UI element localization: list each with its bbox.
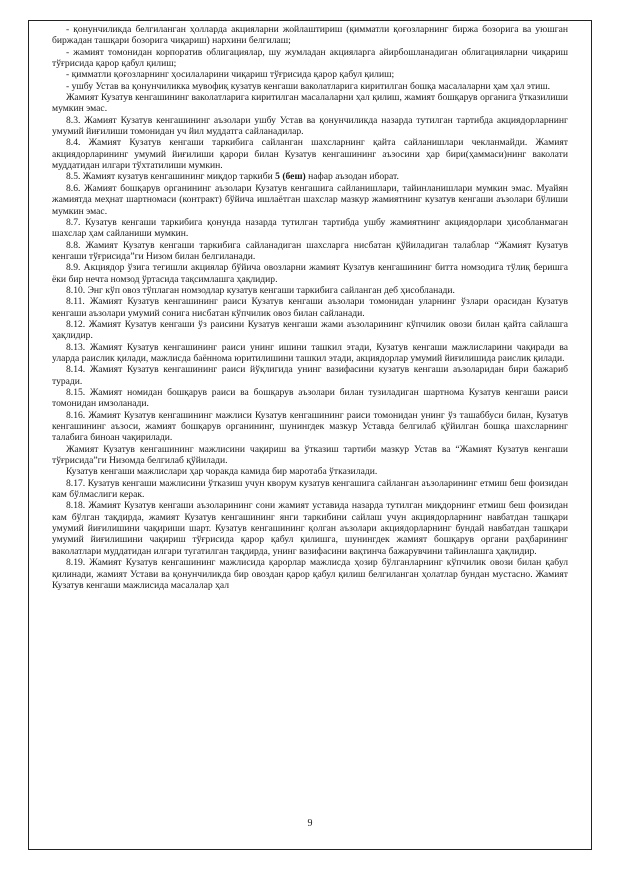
page-number: 9	[307, 818, 313, 829]
paragraph	[52, 115, 568, 138]
paragraph-text: 8.19. Жамият Кузатув кенгашининг мажлисида қарорлар мажлисда ҳозир бўлганларнинг кўпчилик овози билан қабул қилинади, жамият Устави ва қонунчиликда бир овоздан қарор қабул қилиш белгиланган ҳолатлар бундан мустасно. Жамият Кузатув кенгаши мажлисида масалалар ҳал	[52, 557, 568, 591]
paragraph-text: 8.9. Акциядор ўзига тегишли акциялар бўйича овозларни жамият Кузатув кенгашининг битта номзодига тўлиқ беришга ёки бир нечта номзод ўртасида тақсимлашга ҳақлидир.	[52, 262, 568, 285]
paragraph-text: 8.6. Жамият бошқарув органининг аъзолари Кузатув кенгашига сайланишлари, тайинланишлари мумкин эмас. Муайян жамиятда меҳнат шартномаси (контракт) бўйича ишлаётган шахслар мазкур жамиятнинг кузатув кенгаши аъзолари бўлиши мумкин эмас.	[52, 182, 568, 217]
paragraph-text: 8.13. Жамият Кузатув кенгашининг раиси унинг ишини ташкил этади, Кузатув кенгаши мажлисларини чақиради ва уларда раислик қилади, мажлисда баённома юритилишини ташкил этади, акциядорлар умумий йиғилишида раислик қилади.	[52, 341, 568, 364]
paragraph-text: 8.12. Жамият Кузатув кенгаши ўз раисини Кузатув кенгаши жами аъзоларининг кўпчилик овози билан қайта сайлашга ҳақлидир.	[52, 318, 568, 342]
paragraph	[52, 262, 568, 285]
paragraph	[52, 24, 568, 47]
paragraph	[52, 557, 568, 591]
paragraph-text: 8.15. Жамият номидан бошқарув раиси ва бошқарув аъзолари билан тузиладиган шартнома Кузатув кенгаши раиси томонидан имзоланади.	[52, 387, 568, 410]
paragraph	[52, 285, 568, 296]
paragraph-text: 8.18. Жамият Кузатув кенгаши аъзоларининг сони жамият уставида назарда тутилган миқдорнинг етмиш беш фоизидан кам бўлган тақдирда, жамият Кузатув кенгашининг янги таркибини сайлаш учун акциядорларнинг навбатдан ташқари умумий йиғилишини чақириши шарт. Кузатув кенгашининг қолган аъзолари акциядорларнинг бундай навбатдан ташқари умумий йиғилишини чақириш тўғрисида қарор қабул қилишга, шунингдек жамият бошқарув органи раҳбарининг ваколатлари муддатидан илгари тугатилган тақдирда, унинг вазифасини вақтинча бажарувчини тайинлашга ҳақлидир.	[52, 500, 568, 557]
paragraph-text: - қимматли қоғозларнинг ҳосилаларини чиқариш тўғрисида қарор қабул қилиш;	[66, 69, 395, 81]
paragraph-text: 8.14. Жамият Кузатув кенгашининг раиси йўқлигида унинг вазифасини кузатув кенгаши аъзоларидан бири бажариб туради.	[52, 364, 568, 387]
paragraph-text: 8.8. Жамият Кузатув кенгаши таркибига сайланадиган шахсларга нисбатан қўйиладиган талаблар “Жамият Кузатув кенгаши тўғрисида”ги Низом билан белгиланади.	[52, 239, 568, 262]
paragraph-text: Жамият Кузатув кенгашининг мажлисини чақириш ва ўтказиш тартиби мазкур Устав ва “Жамият Кузатув кенгаши тўғрисида”ги Низомда белгилаб қўйилади.	[52, 443, 568, 467]
paragraph-text: 8.17. Кузатув кенгаши мажлисини ўтказиш учун кворум кузатув кенгашига сайланган аъзоларининг етмиш беш фоизидан кам бўлмаслиги керак.	[52, 477, 568, 501]
paragraph	[52, 92, 568, 115]
paragraph	[52, 296, 568, 319]
paragraph	[52, 387, 568, 410]
paragraph-text: Кузатув кенгаши мажлислари ҳар чоракда камида бир маротаба ўтказилади.	[66, 466, 378, 478]
paragraph-text: - ушбу Устав ва қонунчиликка мувофиқ кузатув кенгаши ваколатларига киритилган бошқа масалаларни ҳам ҳал этиш.	[66, 80, 551, 92]
paragraph-text: 8.11. Жамият Кузатув кенгашининг раиси Кузатув кенгаши аъзолари томонидан уларнинг ўзлари орасидан Кузатув кенгаши аъзолари умумий сонига нисбатан кўпчилик овоз билан сайланади.	[52, 296, 568, 319]
paragraph-text: 8.16. Жамият Кузатув кенгашининг мажлиси Кузатув кенгашининг раиси томонидан унинг ўз ташаббуси билан, Кузатув кенгашининг аъзоси, жамият бошқарув органининг, шунингдек мазкур Уставда белгилаб қўйилган бошқа шахсларнинг талабига биноан чақирилади.	[52, 409, 568, 444]
paragraph	[52, 466, 568, 477]
paragraph	[52, 410, 568, 444]
paragraph-text: - жамият томонидан корпоратив облигациялар, шу жумладан акцияларга айирбошланадиган облигацияларни чиқариш тўғрисида қарор қабул қилиш;	[52, 46, 568, 70]
paragraph	[52, 444, 568, 467]
paragraph	[52, 217, 568, 240]
paragraph-text: Жамият Кузатув кенгашининг ваколатларига киритилган масалаларни ҳал қилиш, жамият бошқарув органига ўтказилиши мумкин эмас.	[52, 92, 568, 115]
paragraph-text: 8.3. Жамият Кузатув кенгашининг аъзолари ушбу Устав ва қонунчиликда назарда тутилган тартибда акциядорларнинг умумий йиғилиши томонидан уч йил муддатга сайланадилар.	[52, 114, 568, 138]
paragraph	[52, 81, 568, 92]
paragraph	[52, 478, 568, 501]
paragraph	[52, 500, 568, 557]
paragraph	[52, 183, 568, 217]
paragraph-text-continued: нафар аъзодан иборат.	[308, 171, 399, 183]
paragraph-text: 8.4. Жамият Кузатув кенгаши таркибига сайланган шахсларнинг қайта сайланишлари чекланмайди. Жамият акциядорларининг умумий йиғилиши қарори билан Кузатув кенгашининг аъзосини ҳар бири(ҳаммаси)нинг ваколати муддатидан илгари тўхтатилиши мумкин.	[52, 137, 568, 172]
paragraph	[52, 137, 568, 171]
paragraph	[52, 342, 568, 365]
paragraph	[52, 364, 568, 387]
paragraph-text: - қонунчиликда белгиланган ҳолларда акцияларни жойлаштириш (қимматли қоғозларнинг биржа бозорига ва уюшган биржадан ташқари бозорига чиқариш) нархини белгилаш;	[52, 24, 568, 47]
document-body	[52, 24, 568, 591]
paragraph	[52, 319, 568, 342]
paragraph	[52, 69, 568, 80]
paragraph	[52, 47, 568, 70]
paragraph	[52, 171, 568, 182]
paragraph	[52, 240, 568, 263]
paragraph-text: 8.7. Кузатув кенгаши таркибига қонунда назарда тутилган тартибда ушбу жамиятнинг акциядорлари ҳисобланмаган шахслар ҳам сайланиши мумкин.	[52, 216, 568, 240]
bold-value: 5 (беш)	[275, 171, 306, 183]
paragraph-text: 8.5. Жамият кузатув кенгашининг миқдор таркиби	[66, 171, 273, 183]
paragraph-text: 8.10. Энг кўп овоз тўплаган номзодлар кузатув кенгаши таркибига сайланган деб ҳисобланади.	[66, 284, 455, 296]
